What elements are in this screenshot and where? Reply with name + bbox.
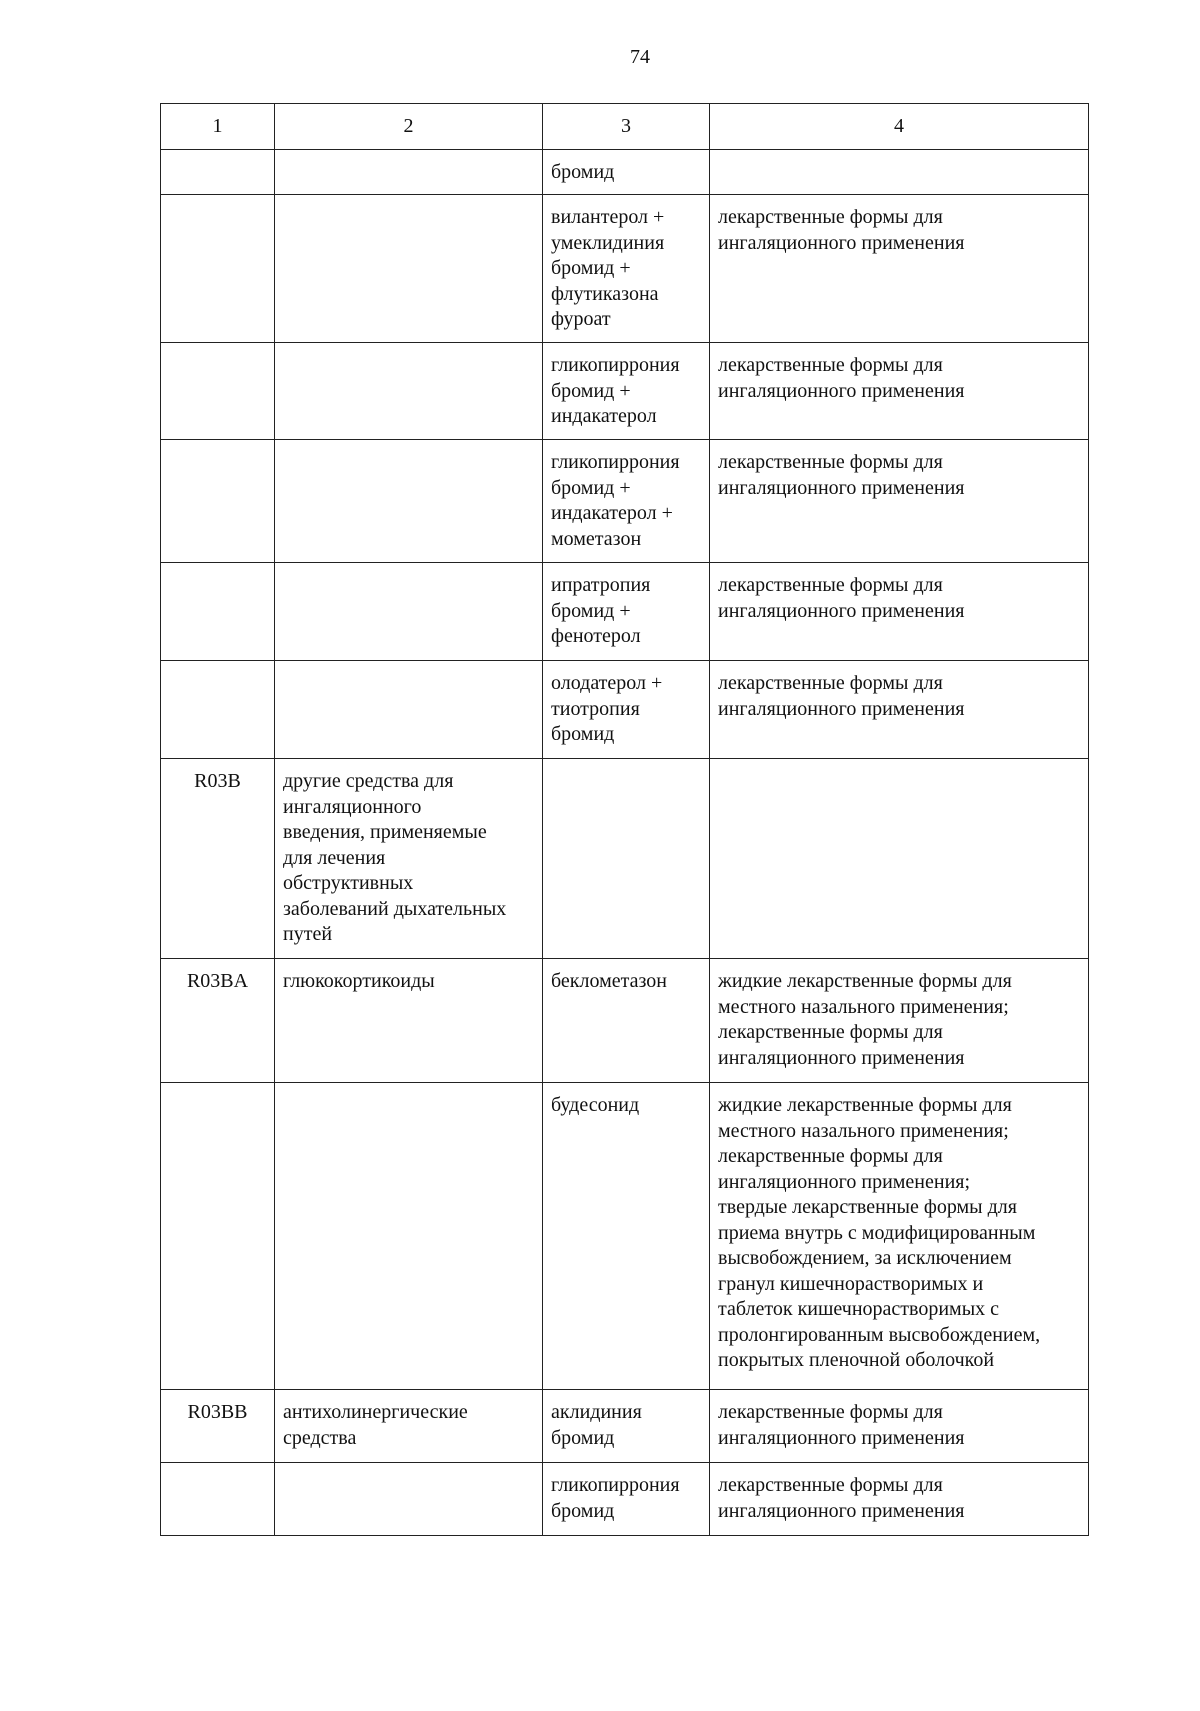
table-row	[161, 661, 1089, 759]
group-cell	[275, 563, 543, 661]
table-row	[161, 195, 1089, 343]
table-row	[161, 343, 1089, 440]
group-cell	[275, 150, 543, 195]
dosage-form-cell: лекарственные формы для ингаляционного применения	[710, 563, 1089, 661]
drug-table	[160, 103, 1089, 1536]
dosage-form-cell: лекарственные формы для ингаляционного применения	[710, 1390, 1089, 1463]
dosage-form-cell	[710, 150, 1089, 195]
table-row	[161, 1463, 1089, 1536]
atc-code-cell: R03BB	[161, 1390, 275, 1463]
atc-code-cell	[161, 1083, 275, 1390]
drug-cell: гликопиррония бромид	[543, 1463, 710, 1536]
table-row	[161, 1390, 1089, 1463]
dosage-form-cell: лекарственные формы для ингаляционного применения	[710, 1463, 1089, 1536]
dosage-form-cell: лекарственные формы для ингаляционного применения	[710, 195, 1089, 343]
table-row	[161, 150, 1089, 195]
table-row	[161, 440, 1089, 563]
table-row	[161, 959, 1089, 1083]
drug-cell: бромид	[543, 150, 710, 195]
drug-cell: аклидиния бромид	[543, 1390, 710, 1463]
table-row	[161, 1083, 1089, 1390]
drug-cell: беклометазон	[543, 959, 710, 1083]
atc-code-cell: R03BA	[161, 959, 275, 1083]
drug-cell: олодатерол + тиотропия бромид	[543, 661, 710, 759]
group-cell	[275, 343, 543, 440]
drug-cell: будесонид	[543, 1083, 710, 1390]
group-cell: антихолинергические средства	[275, 1390, 543, 1463]
drug-cell: вилантерол + умеклидиния бромид + флутиказона фуроат	[543, 195, 710, 343]
header-col-3: 3	[543, 104, 710, 150]
drug-table-container	[160, 103, 1088, 1536]
drug-cell: гликопиррония бромид + индакатерол	[543, 343, 710, 440]
header-col-2: 2	[275, 104, 543, 150]
group-cell	[275, 661, 543, 759]
atc-code-cell	[161, 563, 275, 661]
table-body	[161, 150, 1089, 1536]
atc-code-cell	[161, 1463, 275, 1536]
group-cell	[275, 195, 543, 343]
group-cell	[275, 1463, 543, 1536]
group-cell: глюкокортикоиды	[275, 959, 543, 1083]
header-col-4: 4	[710, 104, 1089, 150]
dosage-form-cell: лекарственные формы для ингаляционного применения	[710, 440, 1089, 563]
drug-cell: ипратропия бромид + фенотерол	[543, 563, 710, 661]
atc-code-cell	[161, 343, 275, 440]
atc-code-cell	[161, 195, 275, 343]
drug-cell	[543, 759, 710, 959]
group-cell: другие средства для ингаляционного введения, применяемые для лечения обструктивных заболеваний дыхательных путей	[275, 759, 543, 959]
atc-code-cell	[161, 440, 275, 563]
table-row	[161, 563, 1089, 661]
atc-code-cell	[161, 150, 275, 195]
drug-cell: гликопиррония бромид + индакатерол + мометазон	[543, 440, 710, 563]
group-cell	[275, 1083, 543, 1390]
header-row	[161, 104, 1089, 150]
group-cell	[275, 440, 543, 563]
dosage-form-cell	[710, 759, 1089, 959]
dosage-form-cell: жидкие лекарственные формы для местного назального применения; лекарственные формы для ингаляционного применения; твердые лекарственные формы для приема внутрь с модифицированным высвобождением, за исключением гранул кишечнорастворимых и таблеток кишечнорастворимых с пролонгированным высвобождением, покрытых пленочной оболочкой	[710, 1083, 1089, 1390]
header-col-1: 1	[161, 104, 275, 150]
atc-code-cell	[161, 661, 275, 759]
table-row	[161, 759, 1089, 959]
atc-code-cell: R03B	[161, 759, 275, 959]
dosage-form-cell: лекарственные формы для ингаляционного применения	[710, 661, 1089, 759]
page-number: 74	[630, 46, 650, 68]
dosage-form-cell: лекарственные формы для ингаляционного применения	[710, 343, 1089, 440]
dosage-form-cell: жидкие лекарственные формы для местного назального применения; лекарственные формы для ингаляционного применения	[710, 959, 1089, 1083]
